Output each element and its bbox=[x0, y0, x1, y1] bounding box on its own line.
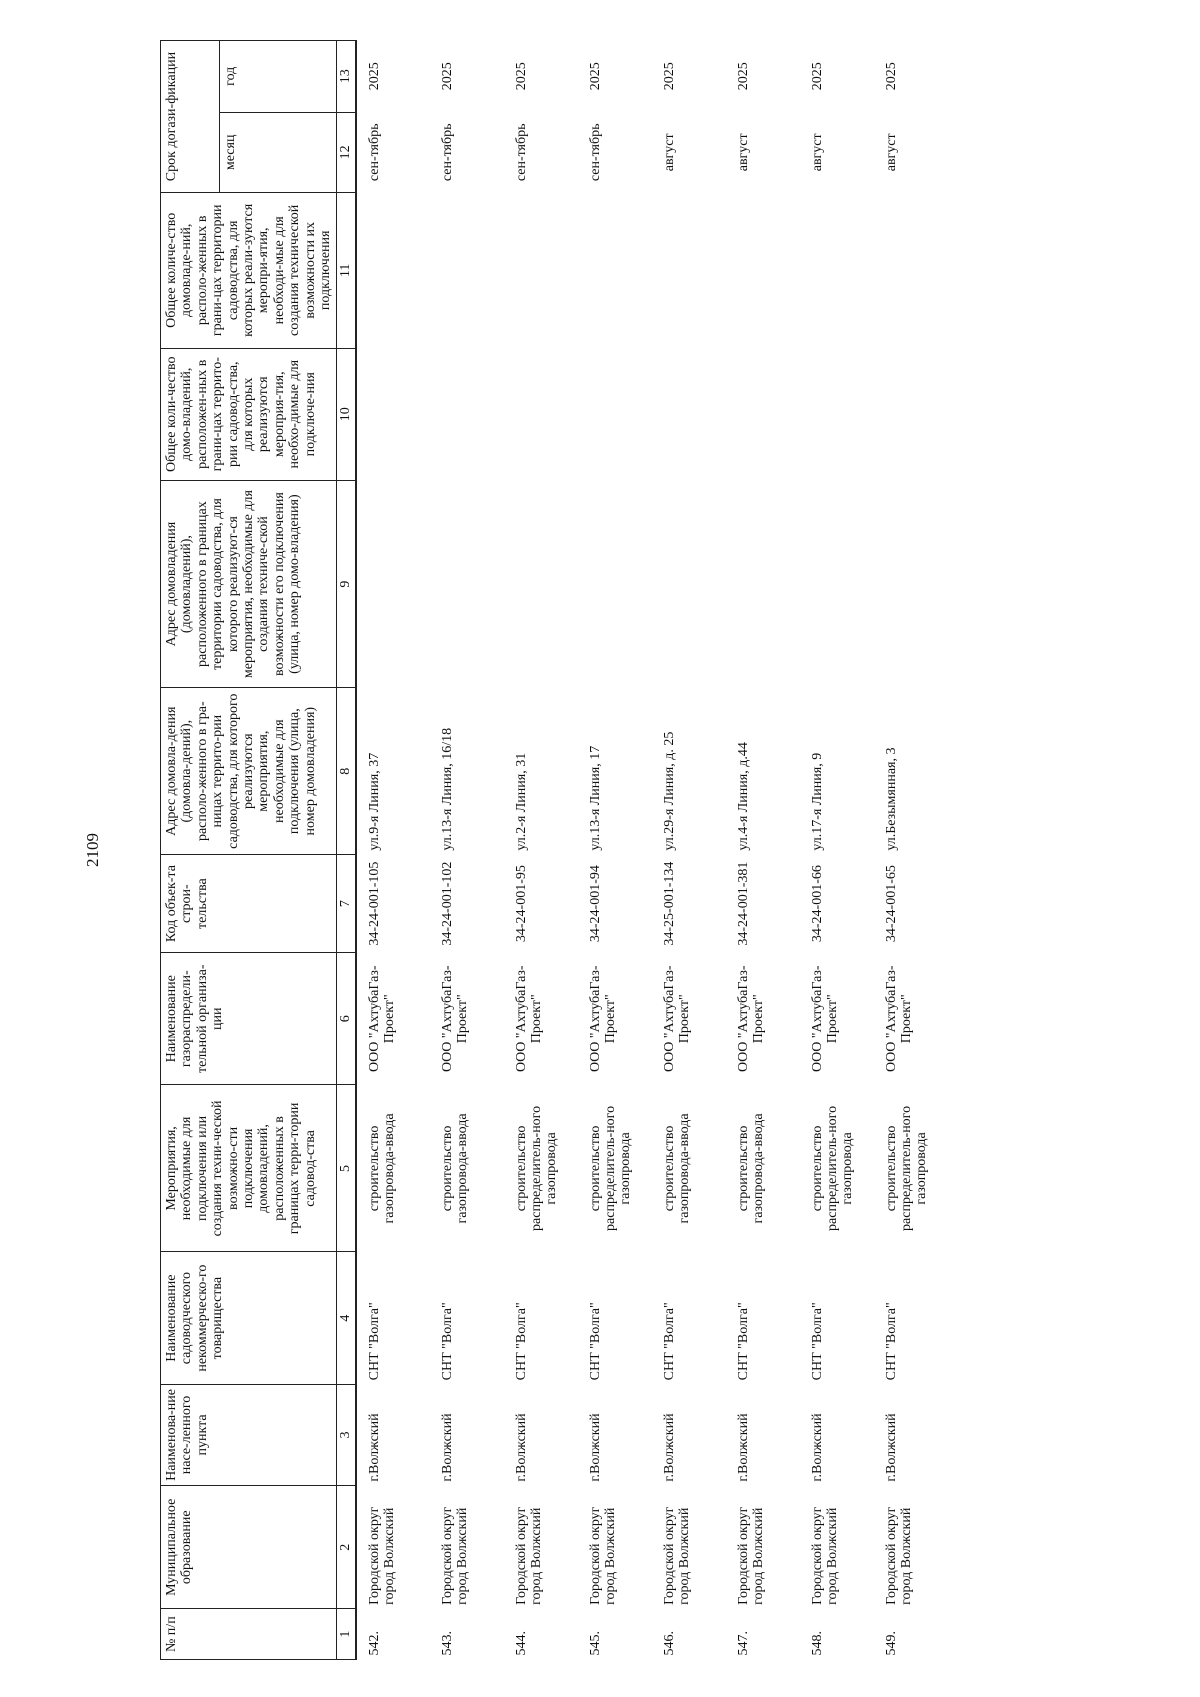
row-address-capability bbox=[874, 480, 948, 687]
row-month: сен-тябрь bbox=[513, 123, 529, 182]
row-municipality: Городской округ город Волжский bbox=[883, 1506, 915, 1605]
row-locality: г.Волжский bbox=[661, 1413, 677, 1482]
row-number: 548. bbox=[809, 1631, 825, 1656]
row-count-capability bbox=[652, 193, 726, 348]
row-code: 34-24-001-105 bbox=[356, 855, 430, 953]
row-municipality: Городской округ город Волжский bbox=[513, 1506, 545, 1605]
row-organization: ООО "АхтубаГаз-Проект" bbox=[356, 953, 430, 1085]
row-address: ул.17-я Линия, 9 bbox=[809, 752, 825, 851]
gasification-table bbox=[160, 40, 948, 1660]
row-measure: строительство распределитель-ного газопровода bbox=[587, 1105, 634, 1231]
row-code: 34-24-001-66 bbox=[809, 865, 825, 943]
row-snt: СНТ "Волга" bbox=[883, 1302, 899, 1381]
column-number: 4 bbox=[337, 1252, 356, 1384]
row-count-capability bbox=[504, 193, 578, 348]
row-address-capability bbox=[726, 480, 800, 687]
row-count-connection bbox=[800, 348, 874, 480]
row-measure: строительство газопровода-ввода bbox=[661, 1113, 693, 1224]
row-municipality: Городской округ город Волжский bbox=[809, 1506, 841, 1605]
row-count-connection bbox=[578, 348, 652, 480]
column-number: 12 bbox=[337, 112, 356, 193]
column-number: 5 bbox=[337, 1085, 356, 1252]
header-municipality: Муниципальное образование bbox=[161, 1486, 337, 1609]
row-address: ул.Безымянная, 3 bbox=[883, 747, 899, 851]
column-number: 9 bbox=[337, 480, 356, 687]
row-year: 2025 bbox=[587, 62, 603, 91]
row-code: 34-25-001-134 bbox=[661, 861, 677, 946]
row-locality: г.Волжский bbox=[735, 1413, 751, 1482]
row-count-connection bbox=[356, 348, 430, 480]
column-number: 10 bbox=[337, 348, 356, 480]
row-month: август bbox=[735, 133, 751, 172]
header-deadline: Срок догази-фикации bbox=[161, 41, 220, 193]
row-locality: г.Волжский bbox=[439, 1413, 455, 1482]
header-count-connection: Общее коли-чество домо-владений, расположен-ных в грани-цах террито-рии садовод-ства, для которых реализуются мероприя-тия, необхо-димые для подключе-ния bbox=[161, 348, 337, 480]
row-snt: СНТ "Волга" bbox=[735, 1302, 751, 1381]
row-address-capability bbox=[800, 480, 874, 687]
row-year: 2025 bbox=[735, 62, 751, 91]
header-organization: Наименование газораспредели-тельной организа-ции bbox=[161, 953, 337, 1085]
row-month: август bbox=[883, 133, 899, 172]
row-locality: г.Волжский bbox=[809, 1413, 825, 1482]
row-count-connection bbox=[726, 348, 800, 480]
header-count-capability: Общее количе-ство домовладе-ний, располо-женных в грани-цах территории садоводства, для которых реали-зуются меропри-ятия, необходи-мые для создания технической возможности их подключения bbox=[161, 193, 337, 348]
row-address: ул.2-я Линия, 31 bbox=[513, 752, 529, 851]
row-count-connection bbox=[652, 348, 726, 480]
column-number: 6 bbox=[337, 953, 356, 1085]
row-year: 2025 bbox=[809, 62, 825, 91]
row-code: 34-24-001-381 bbox=[735, 861, 751, 946]
row-snt: СНТ "Волга" bbox=[439, 1302, 455, 1381]
row-code: 34-24-001-95 bbox=[513, 865, 529, 943]
header-snt: Наименование садоводческого некоммерческо-го товарищества bbox=[161, 1252, 337, 1384]
row-count-capability bbox=[430, 193, 504, 348]
row-snt: СНТ "Волга" bbox=[809, 1302, 825, 1381]
row-locality: г.Волжский bbox=[356, 1384, 430, 1485]
row-number: 544. bbox=[513, 1631, 529, 1656]
row-address-capability bbox=[356, 480, 430, 687]
row-municipality: Городской округ город Волжский bbox=[735, 1506, 767, 1605]
row-organization: ООО "АхтубаГаз-Проект" bbox=[809, 965, 841, 1073]
row-municipality: Городской округ город Волжский bbox=[356, 1486, 430, 1609]
header-locality: Наименова-ние насе-ленного пункта bbox=[161, 1384, 337, 1485]
row-organization: ООО "АхтубаГаз-Проект" bbox=[883, 965, 915, 1073]
row-year: 2025 bbox=[661, 62, 677, 91]
row-month: сен-тябрь bbox=[439, 123, 455, 182]
row-address: ул.4-я Линия, д.44 bbox=[735, 742, 751, 851]
row-municipality: Городской округ город Волжский bbox=[439, 1506, 471, 1605]
row-code: 34-24-001-102 bbox=[439, 861, 455, 946]
row-count-capability bbox=[874, 193, 948, 348]
header-address-connection: Адрес домовла-дения (домовла-дений), располо-женного в гра-ницах террито-рии садоводства, для которого реализуются мероприятия, необходимые для подключения (улица, номер домовладения) bbox=[161, 688, 337, 855]
row-organization: ООО "АхтубаГаз-Проект" bbox=[735, 965, 767, 1073]
row-snt: СНТ "Волга" bbox=[587, 1302, 603, 1381]
header-num: № п/п bbox=[161, 1609, 337, 1660]
header-measures: Мероприятия, необходимые для подключения или создания техни-ческой возможно-сти подключения домовладений, расположенных в границах терри-тории садовод-ства bbox=[161, 1085, 337, 1252]
row-address-capability bbox=[430, 480, 504, 687]
row-municipality: Городской округ город Волжский bbox=[661, 1506, 693, 1605]
table-row bbox=[726, 41, 800, 1660]
column-number: 2 bbox=[337, 1486, 356, 1609]
table-row bbox=[578, 41, 652, 1660]
row-address-capability bbox=[578, 480, 652, 687]
row-address-capability bbox=[504, 480, 578, 687]
row-snt: СНТ "Волга" bbox=[356, 1252, 430, 1384]
column-number: 13 bbox=[337, 41, 356, 113]
row-address-capability bbox=[652, 480, 726, 687]
row-number: 545. bbox=[587, 1631, 603, 1656]
row-year: 2025 bbox=[439, 62, 455, 91]
row-measure: строительство газопровода-ввода bbox=[356, 1085, 430, 1252]
row-number: 543. bbox=[439, 1631, 455, 1656]
row-measure: строительство распределитель-ного газопровода bbox=[883, 1105, 930, 1231]
header-month: месяц bbox=[220, 112, 337, 193]
table-row bbox=[504, 41, 578, 1660]
row-count-capability bbox=[800, 193, 874, 348]
column-number: 11 bbox=[337, 193, 356, 348]
row-address: ул.29-я Линия, д. 25 bbox=[661, 731, 677, 851]
column-number: 7 bbox=[337, 855, 356, 953]
column-number: 8 bbox=[337, 688, 356, 855]
header-code: Код объек-та строи-тельства bbox=[161, 855, 337, 953]
header-year: год bbox=[220, 41, 337, 113]
table-row bbox=[356, 41, 430, 1660]
rotated-page bbox=[83, 40, 1040, 1660]
row-address: ул.13-я Линия, 16/18 bbox=[439, 727, 455, 851]
row-measure: строительство распределитель-ного газопровода bbox=[809, 1105, 856, 1231]
row-municipality: Городской округ город Волжский bbox=[587, 1506, 619, 1605]
table-row bbox=[874, 41, 948, 1660]
row-code: 34-24-001-94 bbox=[587, 865, 603, 943]
page-number: 2109 bbox=[83, 833, 102, 867]
row-code: 34-24-001-65 bbox=[883, 865, 899, 943]
row-measure: строительство газопровода-ввода bbox=[439, 1113, 471, 1224]
row-month: август bbox=[661, 133, 677, 172]
header-address-capability: Адрес домовладения (домовладений), расположенного в границах территории садоводства, для которого реализуют-ся мероприятия, необходимые для создания техниче-ской возможности его подключения (улица, номер домо-владения) bbox=[161, 480, 337, 687]
row-organization: ООО "АхтубаГаз-Проект" bbox=[439, 965, 471, 1073]
row-count-connection bbox=[430, 348, 504, 480]
row-locality: г.Волжский bbox=[587, 1413, 603, 1482]
row-count-capability bbox=[726, 193, 800, 348]
row-locality: г.Волжский bbox=[513, 1413, 529, 1482]
table-row bbox=[800, 41, 874, 1660]
row-year: 2025 bbox=[513, 62, 529, 91]
row-number: 547. bbox=[735, 1631, 751, 1656]
row-organization: ООО "АхтубаГаз-Проект" bbox=[513, 965, 545, 1073]
row-number: 546. bbox=[661, 1631, 677, 1656]
row-month: сен-тябрь bbox=[356, 112, 430, 193]
row-count-capability bbox=[356, 193, 430, 348]
row-month: сен-тябрь bbox=[587, 123, 603, 182]
row-snt: СНТ "Волга" bbox=[513, 1302, 529, 1381]
row-year: 2025 bbox=[356, 41, 430, 113]
row-year: 2025 bbox=[883, 62, 899, 91]
row-organization: ООО "АхтубаГаз-Проект" bbox=[661, 965, 693, 1073]
row-count-connection bbox=[874, 348, 948, 480]
column-number: 3 bbox=[337, 1384, 356, 1485]
row-address: ул.13-я Линия, 17 bbox=[587, 745, 603, 851]
row-count-capability bbox=[578, 193, 652, 348]
row-number: 542. bbox=[356, 1609, 430, 1660]
row-snt: СНТ "Волга" bbox=[661, 1302, 677, 1381]
row-number: 549. bbox=[883, 1631, 899, 1656]
row-measure: строительство газопровода-ввода bbox=[735, 1113, 767, 1224]
table-row bbox=[652, 41, 726, 1660]
row-month: август bbox=[809, 133, 825, 172]
row-measure: строительство распределитель-ного газопровода bbox=[513, 1105, 560, 1231]
table-row bbox=[430, 41, 504, 1660]
row-address: ул.9-я Линия, 37 bbox=[356, 688, 430, 855]
row-organization: ООО "АхтубаГаз-Проект" bbox=[587, 965, 619, 1073]
row-count-connection bbox=[504, 348, 578, 480]
row-locality: г.Волжский bbox=[883, 1413, 899, 1482]
column-number: 1 bbox=[337, 1609, 356, 1660]
